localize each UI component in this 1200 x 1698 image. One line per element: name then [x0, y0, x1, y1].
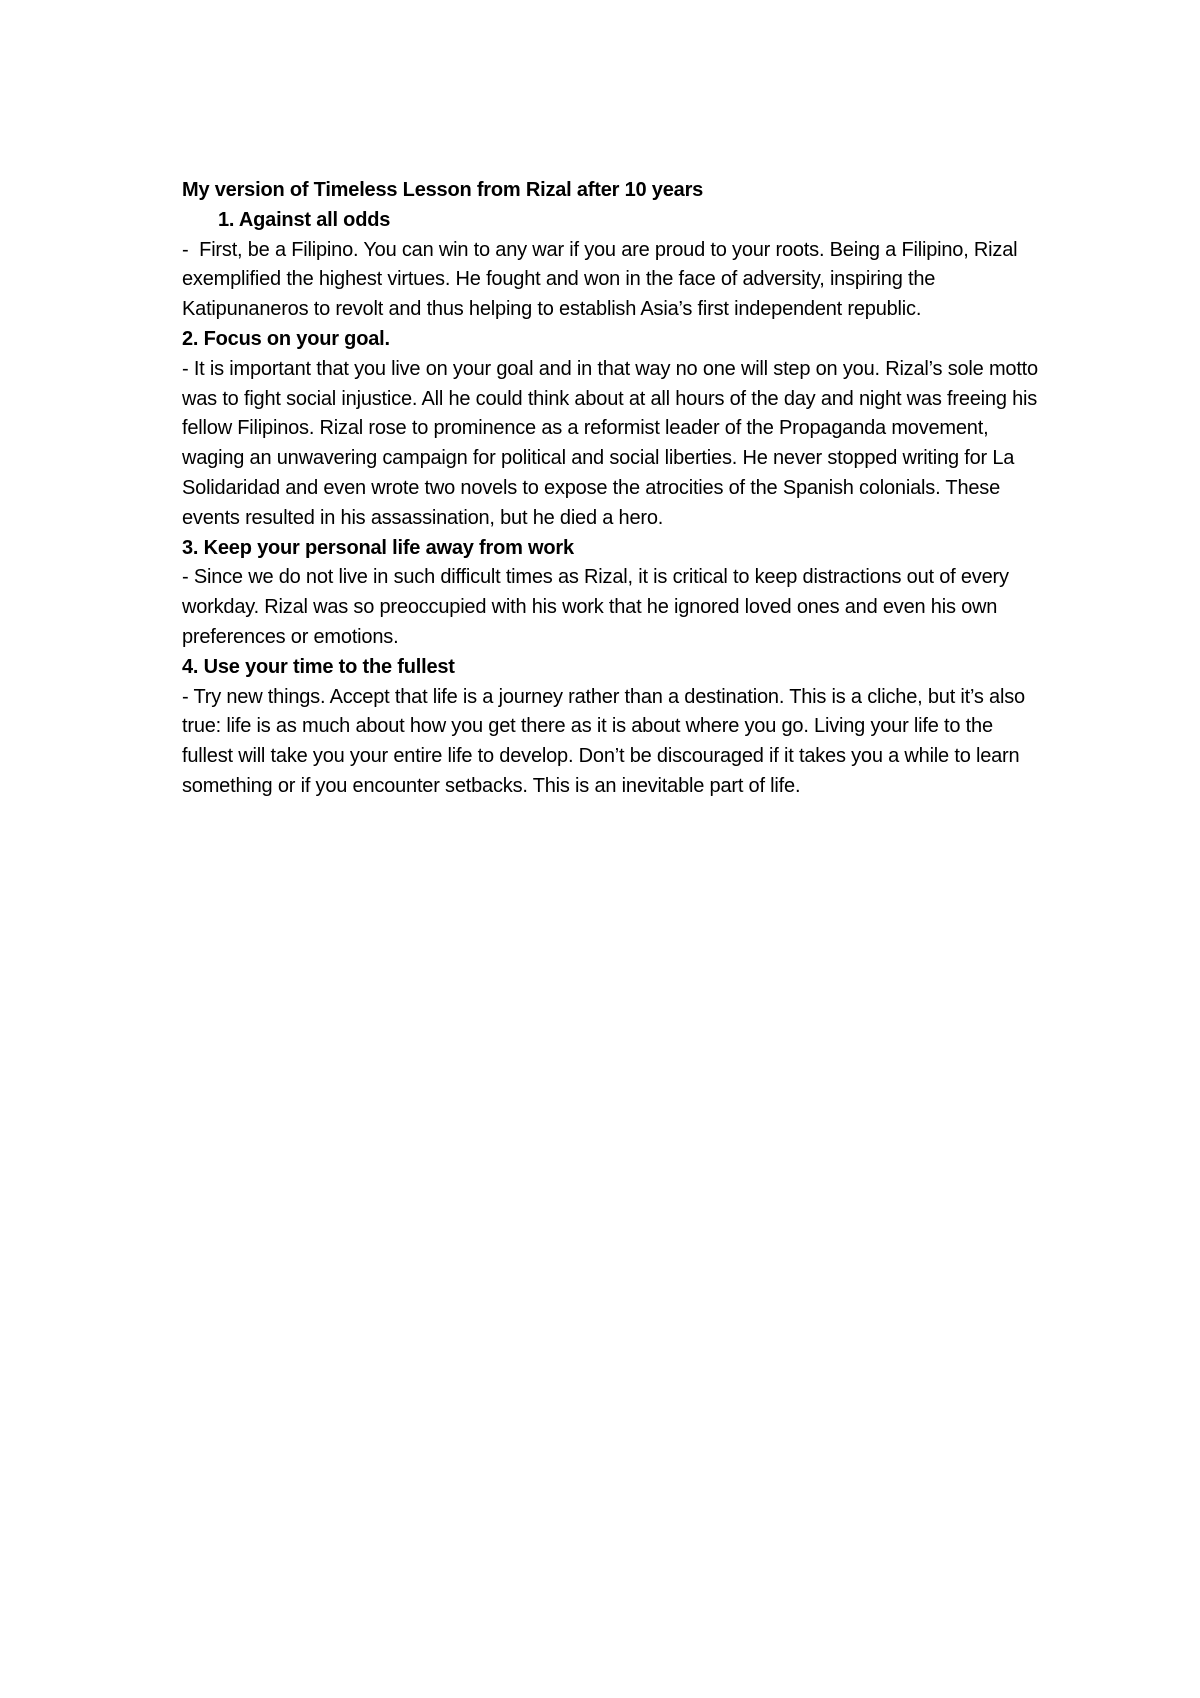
section-heading-4: 4. Use your time to the fullest	[182, 655, 455, 678]
section-heading-1: 1. Against all odds	[218, 208, 391, 231]
section-heading-2: 2. Focus on your goal.	[182, 327, 390, 350]
section-heading-3: 3. Keep your personal life away from work	[182, 536, 574, 559]
document-body	[182, 176, 1042, 802]
section-body-4: - Try new things. Accept that life is a journey rather than a destination. This is a cliche, but it’s also true: life is as much about how you get there as it is about where you go. Living your life to the fullest will take you your entire life to develop. Don’t be discouraged if it takes you a while to learn something or if you encounter setbacks. This is an inevitable part of life.	[182, 685, 1031, 797]
section-body-1: - First, be a Filipino. You can win to any war if you are proud to your roots. Being a Filipino, Rizal exemplified the highest virtues. He fought and won in the face of adversity, inspiring the Katipunaneros to revolt and thus helping to establish Asia’s first independent republic.	[182, 238, 1023, 321]
section-body-3: - Since we do not live in such difficult times as Rizal, it is critical to keep distractions out of every workday. Rizal was so preoccupied with his work that he ignored loved ones and even his own preferences or emotions.	[182, 566, 1015, 648]
document-title: My version of Timeless Lesson from Rizal after 10 years	[182, 179, 704, 201]
section-body-2: - It is important that you live on your goal and in that way no one will step on you. Rizal’s sole motto was to fight social injustice. All he could think about at all hours of the day and night was freeing his fellow Filipinos. Rizal rose to prominence as a reformist leader of the Propaganda movement, waging an unwavering campaign for political and social liberties. He never stopped writing for La Solidaridad and even wrote two novels to expose the atrocities of the Spanish colonials. These events resulted in his assassination, but he died a hero.	[182, 357, 1044, 529]
